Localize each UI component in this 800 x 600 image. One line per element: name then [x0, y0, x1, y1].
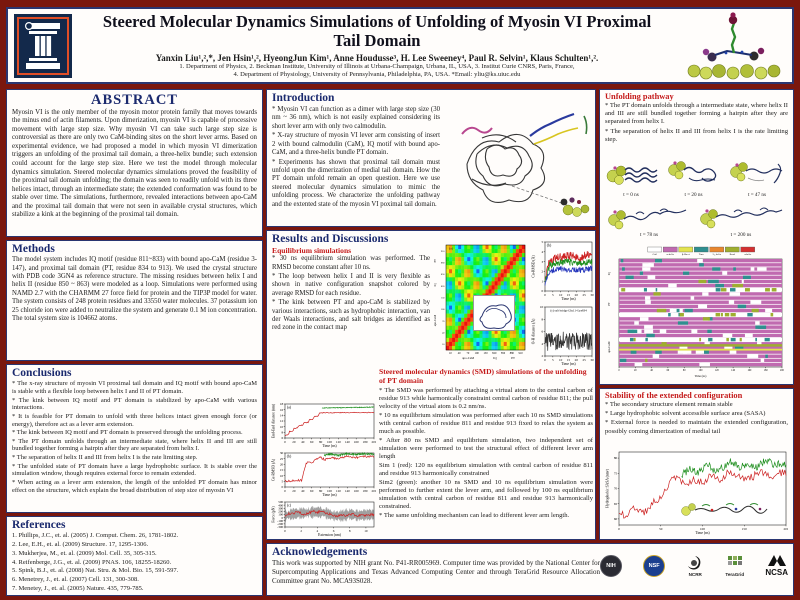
svg-text:65: 65 [613, 501, 618, 506]
end-end-distance-chart [270, 401, 376, 448]
affiliations-line2: 4. Department of Physiology, University of Pennsylvania, Philadelphia, PA, USA. *Email: yliu@ks.uiuc.edu [233, 70, 521, 78]
contact-map-inset-structure [473, 295, 515, 331]
svg-text:100: 100 [698, 369, 703, 373]
section-methods [6, 240, 263, 361]
smd-item: * The same unfolding mechanism can lead to different lever arm length. [379, 512, 570, 520]
svg-text:2: 2 [300, 528, 303, 533]
reference-item: 3. Mukherjea, M., et. al. (2009) Mol. Cell. 35, 305-315. [12, 549, 157, 557]
snapshot-t78 [606, 202, 692, 238]
svg-text:910: 910 [518, 352, 523, 355]
svg-text:6: 6 [541, 329, 544, 334]
svg-text:850: 850 [440, 273, 445, 277]
equilibrium-subheading: Equilibrium simulations [272, 246, 352, 255]
svg-text:12: 12 [279, 419, 284, 424]
methods-heading: Methods [12, 243, 55, 255]
svg-text:880: 880 [440, 261, 445, 265]
svg-text:-300: -300 [277, 525, 284, 530]
svg-text:5: 5 [541, 240, 544, 245]
reference-item: 2. Lee, E.H., et. al. (2009) Structure. 17, 1295-1306. [12, 541, 149, 549]
nih-logo-icon: NIH [600, 555, 622, 577]
snapshot-t47 [728, 156, 786, 198]
svg-text:60: 60 [666, 369, 670, 373]
section-stability [599, 388, 794, 540]
section-introduction [266, 89, 596, 227]
conclusion-item: * The kink between IQ motif and PT domain is stabilized by apo-CaM with various interactions. [12, 396, 257, 412]
lever-arm-structure-image [442, 94, 592, 222]
equilibrium-item: * The kink between PT and apo-CaM is stabilized by various interactions, such as hydrophobic interaction, van der Waals interactions, and salt bridges as identified as red zone in the contact map [272, 299, 430, 332]
svg-text:20: 20 [634, 369, 637, 373]
unfolding-heading: Unfolding pathway [605, 92, 674, 101]
svg-text:4: 4 [541, 249, 544, 254]
svg-text:10: 10 [442, 343, 445, 347]
svg-text:100: 100 [700, 526, 705, 531]
svg-text:π-helix: π-helix [744, 253, 752, 256]
svg-text:0: 0 [544, 357, 546, 362]
stability-heading: Stability of the extended configuration [605, 391, 743, 400]
svg-text:70: 70 [613, 486, 618, 491]
svg-text:End-End distance (nm): End-End distance (nm) [271, 403, 276, 439]
svg-text:IQ: IQ [433, 283, 437, 287]
conclusion-item: * When acting as a lever arm extension, the length of the unfolded PT domain has minor effect on the structure, which explain the broad distribution of step size of myosin VI [12, 479, 257, 494]
uiuc-logo-icon [14, 14, 72, 78]
svg-text:75: 75 [613, 471, 618, 476]
svg-text:100: 100 [474, 352, 479, 355]
introduction-item: * Experiments has shown that proximal tail domain must unfold upon the dimerization of medial tail domain. How the PT domain unfold remain an open question. Here we use steered molecular dynamics simulation to mimic the unfolding process. We characterize the unfolding pathway and the extented state of the myosin VI poximal tail domain. [272, 158, 440, 208]
svg-text:Coil: Coil [652, 253, 657, 256]
stability-item: * Large hydrophobic solvent accessible surface area (SASA) [605, 410, 766, 418]
svg-text:140: 140 [731, 369, 736, 373]
conclusion-item: * The PT domain unfolds through an intermediate state, where helix II and III are still bundled together forming a hairpin after they are separated from helix I. [12, 437, 257, 453]
svg-text:0: 0 [284, 439, 286, 444]
svg-text:880: 880 [509, 352, 514, 355]
svg-text:Time (ns): Time (ns) [561, 297, 576, 301]
svg-text:130: 130 [483, 352, 488, 355]
svg-text:2: 2 [541, 269, 544, 274]
abstract-heading: ABSTRACT [91, 92, 178, 108]
svg-text:apo-CaM: apo-CaM [607, 341, 611, 353]
svg-text:180: 180 [362, 488, 368, 493]
svg-text:40: 40 [301, 439, 305, 444]
svg-text:10: 10 [364, 528, 368, 533]
results-heading: Results and Discussions [272, 233, 389, 245]
snapshot-caption: t = 200 ns [730, 232, 752, 238]
smd-item: * After 80 ns SMD and equilibrium simulation, two independent set of simulation were performed to test the structural effect of different lever arm length [379, 437, 593, 461]
snapshot-t200 [698, 202, 784, 238]
snapshot-t0 [603, 156, 659, 198]
stability-body [605, 401, 788, 436]
poster-title: Steered Molecular Dynamics Simulations of Unfolding of Myosin VI Proximal Tail Domain [102, 11, 652, 51]
svg-text:25: 25 [582, 292, 586, 297]
svg-text:5: 5 [552, 357, 554, 362]
svg-text:IQ: IQ [607, 272, 611, 276]
svg-text:80: 80 [613, 456, 618, 461]
svg-text:150: 150 [741, 526, 747, 531]
svg-text:30: 30 [590, 357, 594, 362]
svg-text:Cα-RMSD (Å): Cα-RMSD (Å) [531, 255, 536, 278]
svg-text:60: 60 [310, 488, 314, 493]
svg-text:(a): (a) [286, 405, 292, 410]
svg-text:160: 160 [353, 439, 359, 444]
svg-text:80: 80 [682, 369, 686, 373]
svg-text:IQ: IQ [493, 356, 497, 360]
force-extension-chart [270, 499, 376, 537]
snapshot-row-2 [606, 202, 784, 238]
smd-item: Sim2 (green): another 10 ns SMD and 10 ns equilibrium simulation were performed to further extent the lever arm, and followed by 100 ns equilibrium simulation with central carbon of residue 811 and residue 913 harmonically constrained. [379, 479, 593, 511]
ncrr-logo-icon: NCRR [686, 555, 704, 577]
svg-text:α-helix: α-helix [666, 253, 674, 256]
svg-text:0: 0 [618, 526, 620, 531]
stability-item: * The secondary structure element remain stable [605, 401, 733, 409]
svg-text:PT: PT [433, 258, 437, 263]
svg-text:500: 500 [278, 500, 284, 505]
svg-text:18: 18 [279, 402, 284, 407]
section-conclusions [6, 364, 263, 513]
svg-text:5: 5 [281, 479, 284, 484]
conclusions-heading: Conclusions [12, 367, 72, 379]
salt-bridge-chart [530, 304, 594, 366]
svg-text:O-H distance (Å): O-H distance (Å) [531, 318, 536, 345]
snapshot-caption: t = 0 ns [623, 192, 639, 198]
svg-text:40: 40 [650, 369, 653, 373]
svg-text:2: 2 [541, 354, 544, 359]
svg-text:200: 200 [371, 439, 376, 444]
equilibrium-block [272, 246, 430, 334]
svg-text:30: 30 [590, 292, 594, 297]
svg-text:0: 0 [284, 488, 286, 493]
section-references [6, 516, 263, 596]
svg-text:10: 10 [559, 292, 563, 297]
equilibrium-item: * 30 ns equilibrium simulation was performed. The RMSD become constant after 10 ns. [272, 255, 430, 271]
svg-text:apo-CaM: apo-CaM [462, 356, 475, 360]
svg-text:60: 60 [613, 517, 618, 522]
svg-text:(b): (b) [286, 454, 292, 459]
introduction-item: * Myosin VI can function as a dimer with large step size (30 nm ~ 36 nm), which is not easily explained considering its short lever arm with only two calmodulin. [272, 106, 440, 130]
svg-text:850: 850 [500, 352, 506, 355]
acknowledgements-block [272, 546, 600, 585]
svg-text:0: 0 [618, 369, 620, 373]
svg-text:80: 80 [318, 439, 323, 444]
svg-text:16: 16 [279, 407, 284, 412]
svg-text:(c) salt bridge Glu11~Lys834: (c) salt bridge Glu11~Lys834 [550, 308, 587, 313]
svg-text:PT: PT [607, 302, 611, 306]
acknowledgements-body: This work was supported by NIH grant No. P41-RR005969. Computer time was provided by the National Center for Supercomputing Applications and Texas Advanced Computing Center and through TeraGrid Resource Allocation Committee grant No. MCA93S028. [272, 559, 600, 585]
svg-text:6: 6 [281, 436, 284, 441]
svg-text:-200: -200 [277, 522, 284, 527]
svg-text:120: 120 [335, 439, 341, 444]
svg-text:apo-CaM: apo-CaM [433, 314, 437, 327]
conclusion-item: * The unfolded state of PT domain have a large hydrophobic surface. It is stable over the simulation window, though requires external force to remain extended. [12, 462, 257, 478]
svg-text:120: 120 [335, 488, 341, 493]
svg-text:1: 1 [541, 279, 544, 284]
svg-text:25: 25 [582, 357, 586, 362]
svg-text:160: 160 [747, 369, 752, 373]
svg-text:200: 200 [780, 369, 784, 373]
introduction-heading: Introduction [272, 92, 335, 104]
svg-text:400: 400 [278, 503, 284, 508]
svg-text:10: 10 [279, 424, 284, 429]
section-results [266, 230, 596, 540]
smd-rmsd-chart [270, 450, 376, 497]
svg-text:Bend: Bend [729, 253, 735, 256]
svg-text:40: 40 [301, 488, 305, 493]
svg-text:Time (ns): Time (ns) [322, 444, 337, 448]
abstract-body: Myosin VI is the only member of the myosin motor protein family that moves towards the minus end of actin filaments. Upon dimerization, myosin VI is capable of processive movement with large step size. Why myosin VI can take such large step size is controversial as there are only two CaM-binding sites on the short lever arms. Based on experimental evidence, we had proposed a model in which myosin VI dimerization triggers an unfolding of the proximal tail domain, a three-helix bundle; such extension could account for the large step size. Here we test the model through molecular dynamics simulation. Steered molecular dynamics simulations proved the feasibility of the proximal tail domain unfolding; the domain was seen to readily unfold with its three helices intact, through an intermediate state; the extended conformation was found to be stable over time. The simulations, furthermore, revealed interactions between apo-CaM and the proximal tail domain that were not seen in available crystal structures, which stabilize a kink at the beginning of the proximal tail domain. [12, 108, 257, 219]
svg-text:50: 50 [659, 526, 663, 531]
unfolding-item: * The separation of helix II and III from helix I is the rate limiting step. [605, 127, 788, 143]
section-acknowledgements [266, 543, 794, 596]
svg-text:20: 20 [292, 488, 296, 493]
svg-text:100: 100 [440, 308, 445, 312]
svg-text:30: 30 [279, 451, 284, 456]
svg-text:Force (pN): Force (pN) [271, 506, 276, 523]
acknowledgements-heading: Acknowledgements [272, 546, 368, 558]
svg-text:Extension (nm): Extension (nm) [318, 533, 341, 537]
svg-text:0: 0 [544, 292, 546, 297]
smd-item: * The SMD was performed by attaching a virtual atom to the central carbon of residue 913 while harmonically constraint central carbon of residue 811; the pull velocity of the virtual atom is 0.2 nm/ns. [379, 387, 593, 411]
section-unfolding-pathway [599, 89, 794, 385]
svg-text:Cα-RMSD (Å): Cα-RMSD (Å) [271, 458, 276, 482]
svg-text:10: 10 [539, 305, 544, 310]
reference-item: 5. Spink, B.J., et. al. (2008) Nat. Stru. & Mol. Bio. 15, 591-597. [12, 567, 179, 575]
equilibrium-item: * The loop between helix I and II is very flexible as shown in native configuration snapshot colored by average RMSD for each residue. [272, 272, 430, 297]
svg-text:Time (ns): Time (ns) [561, 362, 576, 366]
methods-body: The model system includes IQ motif (residue 811~833) with bound apo-CaM (residue 3-147), and proximal tail domain (PT, residue 834 to 913). We used the crystal structure with PDB code 3GN4 as reference structure. The missing residues between helix I and helix II (residue 850 ~ 863) were modeled as a loop. Simulations were performed using NAMD 2.7 with the CHARMM 27 force field for protein and the TIP3P model for water. The system consists of 248 protein residues and 33550 water molecules. 37 potassium ion 25 chloride ion were added to neutralize the system and generate 0.1 M ion concentration. The total system size is 104662 atoms. [12, 256, 257, 323]
smd-item: Sim 1 (red): 120 ns equilibrium simulation with central carbon of residue 811 and residue 913 harmonically constrained [379, 462, 593, 478]
svg-text:80: 80 [318, 488, 323, 493]
svg-text:β-Sheet: β-Sheet [681, 253, 690, 256]
svg-text:200: 200 [783, 526, 788, 531]
svg-text:(b): (b) [546, 243, 552, 248]
snapshot-caption: t = 78 ns [639, 232, 659, 238]
svg-text:40: 40 [442, 331, 445, 335]
svg-text:15: 15 [566, 292, 571, 297]
unfolding-body [605, 102, 788, 144]
svg-text:Time (ns): Time (ns) [695, 531, 710, 535]
secondary-structure-chart [606, 246, 786, 378]
eq-rmsd-chart [530, 239, 594, 301]
svg-text:160: 160 [353, 488, 359, 493]
svg-text:910: 910 [440, 249, 445, 253]
svg-text:5: 5 [552, 292, 554, 297]
svg-text:6: 6 [332, 528, 335, 533]
header-molecule-image [682, 11, 786, 81]
svg-text:200: 200 [278, 509, 284, 514]
svg-text:120: 120 [714, 369, 719, 373]
svg-text:0: 0 [541, 289, 544, 294]
svg-text:0: 0 [281, 515, 284, 520]
svg-text:Time (ns): Time (ns) [322, 493, 337, 497]
svg-text:20: 20 [574, 292, 578, 297]
svg-text:15: 15 [566, 357, 571, 362]
introduction-item: * X-ray structure of myosin VI lever arm consisting of insert 2 with bound calmodulin (CaM), IQ motif with bound apo-CaM, and a three-helix bundle PT domain. [272, 132, 440, 157]
smd-block [379, 387, 593, 522]
svg-text:60: 60 [310, 439, 314, 444]
svg-text:4: 4 [541, 341, 544, 346]
svg-text:820: 820 [440, 284, 445, 288]
svg-text:4: 4 [316, 528, 319, 533]
svg-text:130: 130 [440, 296, 445, 300]
svg-text:100: 100 [327, 439, 332, 444]
conclusions-body [12, 380, 257, 494]
svg-text:40: 40 [457, 352, 461, 355]
smd-subheading: Steered molecular dynamics (SMD) simulations of the unfolding of PT domain [379, 367, 587, 386]
svg-text:20: 20 [279, 462, 284, 467]
conclusion-item: * The separation of helix II and III from helix I is the rate limiting step. [12, 454, 198, 462]
svg-text:100: 100 [278, 512, 284, 517]
reference-item: 4. Reifenberge, J.G., et. al. (2009) PNAS. 106, 18255-18260. [12, 558, 172, 566]
svg-text:0: 0 [284, 528, 286, 533]
svg-text:14: 14 [279, 413, 284, 418]
svg-text:0: 0 [281, 485, 284, 490]
snapshot-t20 [665, 156, 723, 198]
svg-text:25: 25 [279, 456, 284, 461]
svg-text:820: 820 [492, 352, 497, 355]
smd-item: * 10 ns equilibrium simulation was performed after each 10 ns SMD simulations with central carbon of residue 811 and residue 913 fixed to relax the system as much as possible. [379, 412, 593, 436]
svg-text:3₁₀ helix: 3₁₀ helix [712, 253, 722, 256]
svg-text:140: 140 [344, 488, 350, 493]
svg-text:15: 15 [279, 468, 284, 473]
affiliations-line1: 1. Department of Physics, 2. Beckman Institute, University of Illinois at Urbana-Champaign, Urbana, IL, USA, 3. Institut Curie CNRS, Paris, France, [179, 62, 575, 70]
svg-text:3: 3 [541, 259, 544, 264]
svg-text:Hydrophobic SASA (nm²): Hydrophobic SASA (nm²) [605, 469, 610, 508]
section-abstract [6, 89, 263, 237]
svg-text:70: 70 [466, 352, 470, 355]
reference-item: 6. Menetrey, J., et. al. (2007) Cell. 131, 300-308. [12, 576, 139, 584]
conclusion-item: * The x-ray structure of myosin VI proximal tail domain and IQ motif with bound apo-CaM is stable with a flexible loop between helix I and II of PT domain. [12, 380, 257, 395]
svg-text:20: 20 [292, 439, 296, 444]
svg-text:180: 180 [763, 369, 768, 373]
sasa-inset-structure [678, 497, 778, 523]
introduction-body [272, 106, 440, 210]
header [6, 7, 794, 84]
svg-text:10: 10 [279, 473, 284, 478]
svg-text:8: 8 [348, 528, 351, 533]
sponsor-logos [600, 546, 788, 577]
conclusion-item: * The kink between IQ motif and PT domain is preserved through the unfolding process. [12, 429, 243, 437]
svg-text:PT: PT [511, 356, 516, 360]
references-heading: References [12, 519, 66, 531]
authors: Yanxin Liu¹,²,*, Jen Hsin¹,², HyeongJun Kim¹, Anne Houdusse³, H. Lee Sweeney⁴, Paul R. Selvin¹, Klaus Schulten¹,². [155, 52, 599, 63]
conclusion-item: * It is feasible for PT domain to unfold with three helices intact given enough force (or energy), therefore act as a lever arm extension. [12, 412, 257, 428]
reference-item: 1. Phillips, J.C., et. al. (2005) J. Comput. Chem. 26, 1781-1802. [12, 532, 179, 540]
snapshot-caption: t = 20 ns [684, 192, 703, 198]
svg-text:Turn: Turn [698, 253, 704, 256]
ncsa-logo-icon: NCSA [765, 554, 788, 577]
svg-text:200: 200 [371, 488, 376, 493]
svg-text:100: 100 [327, 488, 332, 493]
svg-text:Time (ns): Time (ns) [694, 374, 707, 378]
snapshot-row-1 [603, 156, 786, 198]
svg-text:20: 20 [574, 357, 578, 362]
svg-text:10: 10 [448, 352, 452, 355]
snapshot-caption: t = 47 ns [747, 192, 767, 198]
svg-text:(a): (a) [449, 246, 453, 251]
references-list [12, 532, 257, 593]
stability-item: * External force is needed to maintain the extended configuration, possibly coming dimerization of medial tail [605, 419, 788, 435]
reference-item: 7. Menetey, J., et. al. (2005) Nature. 435, 779-785. [12, 585, 144, 592]
svg-text:140: 140 [344, 439, 350, 444]
svg-text:8: 8 [281, 430, 284, 435]
teragrid-logo-icon: TeraGrid [725, 555, 744, 577]
svg-text:70: 70 [442, 319, 445, 323]
svg-text:300: 300 [278, 506, 284, 511]
svg-text:8: 8 [541, 317, 544, 322]
svg-text:(c): (c) [286, 503, 292, 508]
column-i-icon [22, 21, 64, 71]
svg-text:-100: -100 [277, 518, 284, 523]
nsf-logo-icon: NSF [643, 555, 665, 577]
svg-text:180: 180 [362, 439, 368, 444]
svg-text:10: 10 [559, 357, 563, 362]
unfolding-item: * The PT domain unfolds through a intermediate state, where helix II and III are still bundled together forming a hairpin after they are separated from helix I. [605, 102, 788, 126]
